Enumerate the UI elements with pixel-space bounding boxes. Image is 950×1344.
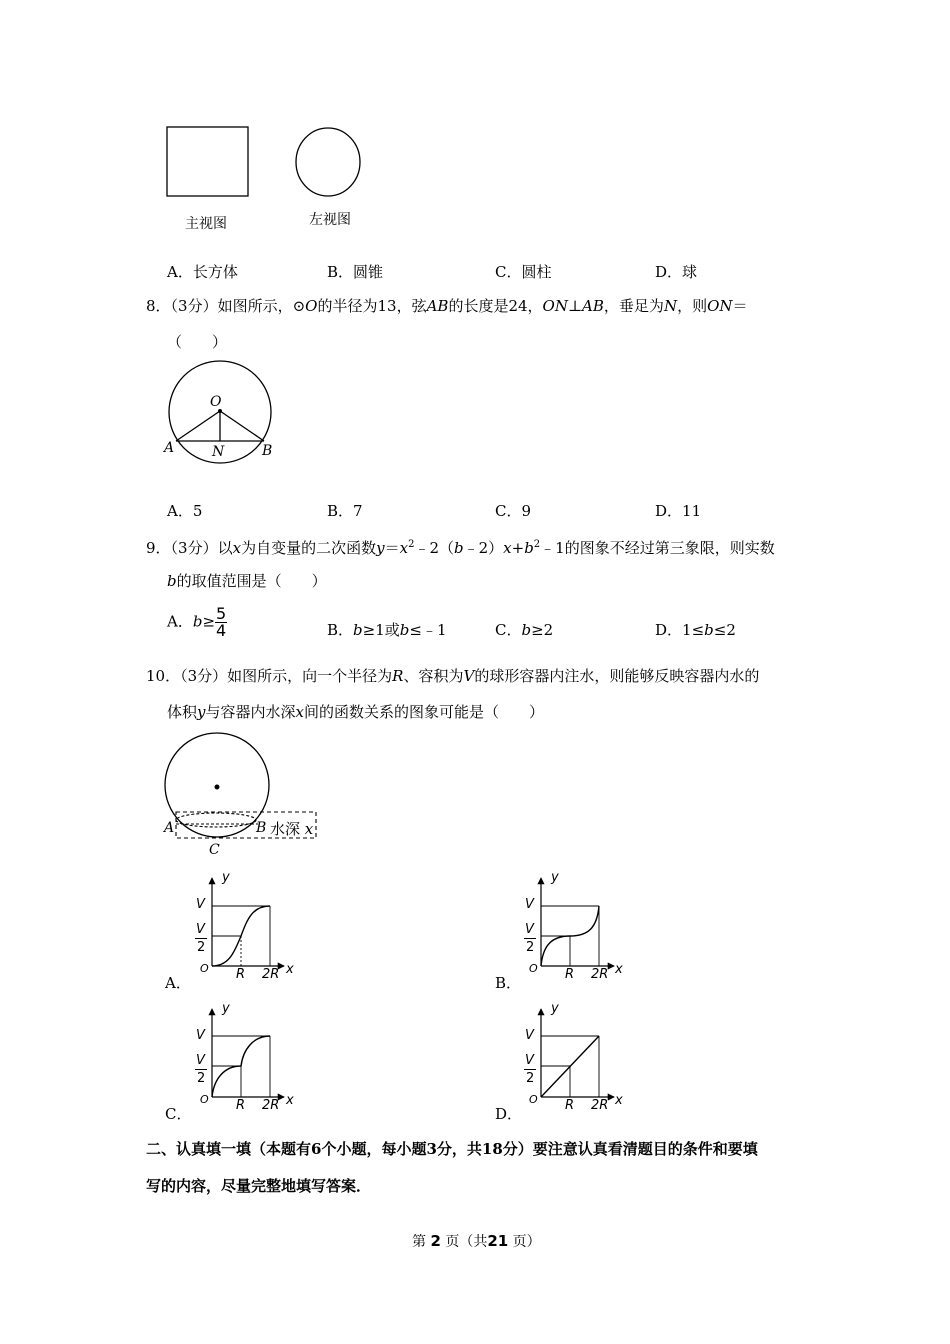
q8-label-a: A [164,440,175,456]
q9-stem-line2: b的取值范围是（ ） [167,572,327,590]
graph-c-x-label: x [286,1093,294,1108]
graph-d-x-label: x [615,1093,623,1108]
graph-d-half-bar [524,1069,536,1070]
q8-option-a: A．5 [167,502,203,520]
q9-option-d: D．1≤b≤2 [655,621,736,639]
graph-a-x-label: x [286,962,294,977]
q9-option-a: A．b≥ $\frac{5}{4}$ [167,604,227,640]
section2-heading-line1: 二、认真填一填（本题有6个小题，每小题3分，共18分）要注意认真看清题目的条件和要填 [146,1140,758,1158]
graph-a-v-label: V [196,897,205,912]
q10-label-a: A [164,820,175,836]
q10-label-b: B [256,820,267,836]
graph-b-x-label: x [615,962,623,977]
q8-option-d: D．11 [655,502,702,520]
graph-a-origin-label: O [200,962,209,975]
graph-a-2r-label: 2R [262,967,280,982]
graph-d-half-num: V [525,1053,534,1068]
graph-a-half-num: V [196,922,205,937]
graph-a-y-label: y [222,870,230,885]
graph-a-half-bar [195,938,207,939]
graph-d-r-label: R [565,1098,575,1113]
graph-c-half-den: 2 [197,1071,206,1086]
q9-option-a-fraction: $\frac{5}{4}$ [216,604,227,640]
q7-option-d: D．球 [655,263,698,281]
graph-c-half-bar [195,1069,207,1070]
q10-stem-line1: 10．（3分）如图所示，向一个半径为R、容积为V的球形容器内注水，则能够反映容器内水的 [146,667,760,685]
graph-a [212,878,284,966]
graph-b [541,878,614,966]
graph-b-origin-label: O [529,962,538,975]
q7-option-c: C．圆柱 [495,263,552,281]
section2-heading-line2: 写的内容，尽量完整地填写答案． [146,1177,372,1195]
q9-option-b: B．b≥1或b≤﹣1 [327,621,447,639]
graph-d-y-label: y [551,1001,559,1016]
graph-b-r-label: R [565,967,575,982]
page-footer: 第 2 页（共21 页） [412,1232,541,1250]
graph-c-letter: C． [165,1105,192,1123]
graph-c-v-label: V [196,1028,205,1043]
graph-d-half-den: 2 [526,1071,535,1086]
graph-c-origin-label: O [200,1093,209,1106]
q8-option-b: B．7 [327,502,363,520]
q9-stem-line1: 9．（3分）以x为自变量的二次函数$y=x^2﹣2(b﹣2)x+b^2﹣1$的图象不经过第三象限，则实数 [146,539,775,557]
graph-b-y-label: y [551,870,559,885]
q8-option-c: C．9 [495,502,532,520]
q10-depth-label: 水深 x [270,820,314,838]
graph-b-half-den: 2 [526,940,535,955]
graph-a-letter: A． [165,974,191,992]
graph-b-half-bar [524,938,536,939]
graph-b-2r-label: 2R [591,967,609,982]
front-view-label: 主视图 [185,216,227,232]
q8-stem: 8．（3分）如图所示，⊙O的半径为13，弦AB的长度是24，ON⊥AB，垂足为N，则ON＝ [146,297,748,315]
graph-c-half-num: V [196,1053,205,1068]
q10-label-c: C [209,842,220,858]
q8-label-b: B [262,443,273,459]
graph-c [212,1009,284,1097]
graph-c-2r-label: 2R [262,1098,280,1113]
graph-a-half-den: 2 [197,940,206,955]
graph-d-letter: D． [495,1105,523,1123]
q9-option-c: C．b≥2 [495,621,554,639]
q10-stem-line2: 体积y与容器内水深x间的函数关系的图象可能是（ ） [167,703,544,721]
graph-d-2r-label: 2R [591,1098,609,1113]
q8-label-o: O [210,394,222,410]
graph-c-y-label: y [222,1001,230,1016]
q8-answer-blank: （ ） [167,333,228,351]
graph-d-v-label: V [525,1028,534,1043]
graph-b-half-num: V [525,922,534,937]
q7-option-b: B．圆锥 [327,263,384,281]
graph-d [541,1009,614,1097]
q8-label-n: N [212,444,225,460]
graph-b-v-label: V [525,897,534,912]
graph-d-origin-label: O [529,1093,538,1106]
q7-option-a: A．长方体 [167,263,238,281]
left-view-label: 左视图 [309,212,351,228]
graph-b-letter: B． [495,974,522,992]
graph-c-r-label: R [236,1098,246,1113]
graph-a-r-label: R [236,967,246,982]
